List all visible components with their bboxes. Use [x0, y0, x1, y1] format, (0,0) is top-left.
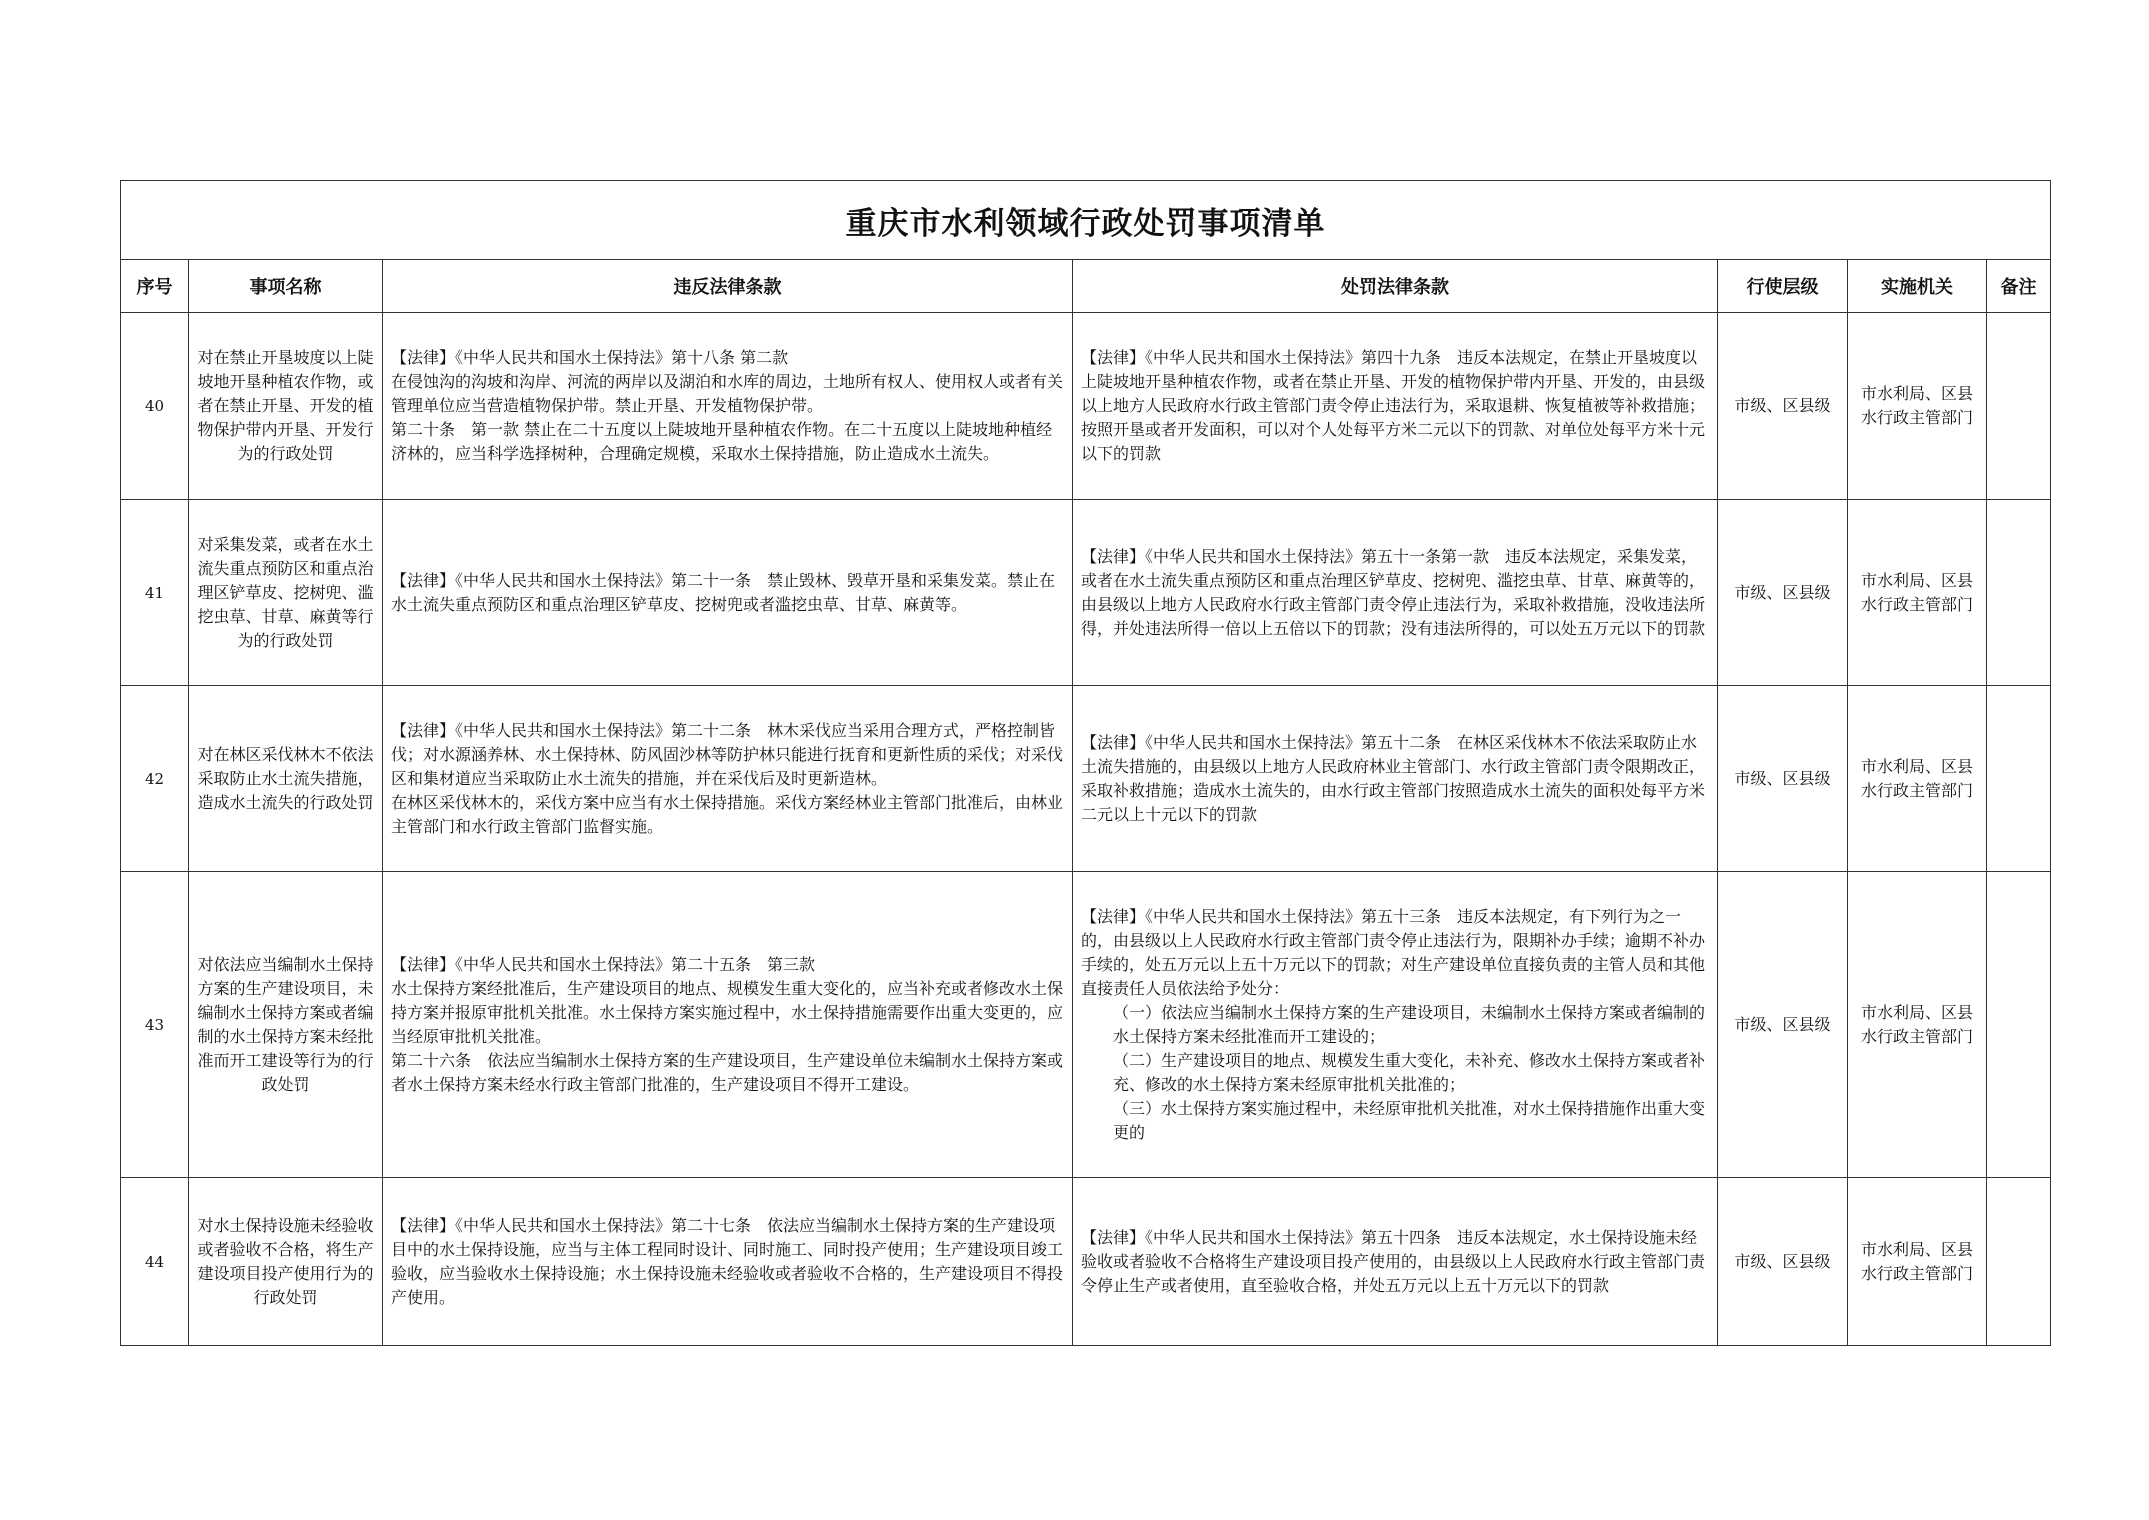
row-penalty [1073, 1178, 1718, 1346]
header-remark: 备注 [1987, 260, 2051, 313]
table-row [121, 313, 2051, 500]
row-penalty-paragraph: （一）依法应当编制水土保持方案的生产建设项目，未编制水土保持方案或者编制的水土保持方案未经批准而开工建设的； [1113, 1002, 1706, 1046]
row-penalty [1073, 686, 1718, 872]
penalty-table [120, 180, 2051, 1346]
row-penalty-paragraph: 【法律】《中华人民共和国水土保持法》第五十一条第一款 违反本法规定，采集发菜，或者在水土流失重点预防区和重点治理区铲草皮、挖树兜、滥挖虫草、甘草、麻黄等的，由县级以上地方人民政府水行政主管部门责令停止违法行为，采取补救措施，没收违法所得，并处违法所得一倍以上五倍以下的罚款；没有违法所得的，可以处五万元以下的罚款 [1081, 546, 1706, 638]
row-violated [383, 313, 1073, 500]
row-penalty [1073, 500, 1718, 686]
row-agency: 市水利局、区县水行政主管部门 [1848, 313, 1987, 500]
row-violated-paragraph: 在林区采伐林木的，采伐方案中应当有水土保持措施。采伐方案经林业主管部门批准后，由林业主管部门和水行政主管部门监督实施。 [391, 792, 1064, 836]
row-level: 市级、区县级 [1718, 313, 1848, 500]
row-level: 市级、区县级 [1718, 1178, 1848, 1346]
row-seq: 44 [121, 1178, 189, 1346]
table-row [121, 872, 2051, 1178]
row-name: 对水土保持设施未经验收或者验收不合格，将生产建设项目投产使用行为的行政处罚 [189, 1178, 383, 1346]
row-remark [1987, 500, 2051, 686]
row-seq: 41 [121, 500, 189, 686]
document-sheet [120, 180, 2050, 1346]
row-name: 对在禁止开垦坡度以上陡坡地开垦种植农作物，或者在禁止开垦、开发的植物保护带内开垦、开发行为的行政处罚 [189, 313, 383, 500]
row-agency: 市水利局、区县水行政主管部门 [1848, 872, 1987, 1178]
row-violated-paragraph: 在侵蚀沟的沟坡和沟岸、河流的两岸以及湖泊和水库的周边，土地所有权人、使用权人或者有关管理单位应当营造植物保护带。禁止开垦、开发植物保护带。 [391, 372, 1064, 415]
row-remark [1987, 686, 2051, 872]
row-remark [1987, 1178, 2051, 1346]
row-remark [1987, 313, 2051, 500]
table-body [121, 313, 2051, 1346]
header-row [121, 260, 2051, 313]
row-agency: 市水利局、区县水行政主管部门 [1848, 686, 1987, 872]
header-penalty: 处罚法律条款 [1073, 260, 1718, 313]
row-agency: 市水利局、区县水行政主管部门 [1848, 1178, 1987, 1346]
row-level: 市级、区县级 [1718, 500, 1848, 686]
row-seq: 40 [121, 313, 189, 500]
row-level: 市级、区县级 [1718, 872, 1848, 1178]
row-penalty-paragraph: 【法律】《中华人民共和国水土保持法》第五十二条 在林区采伐林木不依法采取防止水土流失措施的，由县级以上地方人民政府林业主管部门、水行政主管部门责令限期改正，采取补救措施；造成水土流失的，由水行政主管部门按照造成水土流失的面积处每平方米二元以上十元以下的罚款 [1081, 732, 1706, 824]
row-seq: 42 [121, 686, 189, 872]
header-agency: 实施机关 [1848, 260, 1987, 313]
row-penalty-paragraph: 【法律】《中华人民共和国水土保持法》第五十四条 违反本法规定，水土保持设施未经验收或者验收不合格将生产建设项目投产使用的，由县级以上人民政府水行政主管部门责令停止生产或者使用，直至验收合格，并处五万元以上五十万元以下的罚款 [1081, 1227, 1706, 1295]
row-agency: 市水利局、区县水行政主管部门 [1848, 500, 1987, 686]
row-penalty-paragraph: 【法律】《中华人民共和国水土保持法》第五十三条 违反本法规定，有下列行为之一的，由县级以上人民政府水行政主管部门责令停止违法行为，限期补办手续；逾期不补办手续的，处五万元以上五十万元以下的罚款；对生产建设单位直接负责的主管人员和其他直接责任人员依法给予处分： [1081, 906, 1706, 998]
row-violated-paragraph: 【法律】《中华人民共和国水土保持法》第二十二条 林木采伐应当采用合理方式，严格控制皆伐；对水源涵养林、水土保持林、防风固沙林等防护林只能进行抚育和更新性质的采伐；对采伐区和集材道应当采取防止水土流失的措施，并在采伐后及时更新造林。 [391, 720, 1064, 788]
row-violated [383, 686, 1073, 872]
table-row [121, 686, 2051, 872]
row-violated-paragraph: 【法律】《中华人民共和国水土保持法》第二十五条 第三款 [391, 954, 816, 974]
header-level: 行使层级 [1718, 260, 1848, 313]
row-remark [1987, 872, 2051, 1178]
row-level: 市级、区县级 [1718, 686, 1848, 872]
row-penalty-paragraph: （二）生产建设项目的地点、规模发生重大变化，未补充、修改水土保持方案或者补充、修改的水土保持方案未经原审批机关批准的； [1113, 1050, 1706, 1094]
title-row [121, 181, 2051, 260]
table-title: 重庆市水利领域行政处罚事项清单 [121, 181, 2051, 260]
row-violated [383, 500, 1073, 686]
row-violated-paragraph: 第二十条 第一款 禁止在二十五度以上陡坡地开垦种植农作物。在二十五度以上陡坡地种植经济林的，应当科学选择树种，合理确定规模，采取水土保持措施，防止造成水土流失。 [391, 420, 1053, 463]
row-violated-paragraph: 【法律】《中华人民共和国水土保持法》第二十一条 禁止毁林、毁草开垦和采集发菜。禁止在水土流失重点预防区和重点治理区铲草皮、挖树兜或者滥挖虫草、甘草、麻黄等。 [391, 570, 1056, 614]
row-penalty-paragraph: （三）水土保持方案实施过程中，未经原审批机关批准，对水土保持措施作出重大变更的 [1113, 1098, 1706, 1142]
table-row [121, 500, 2051, 686]
header-name: 事项名称 [189, 260, 383, 313]
row-penalty-paragraph: 【法律】《中华人民共和国水土保持法》第四十九条 违反本法规定，在禁止开垦坡度以上陡坡地开垦种植农作物，或者在禁止开垦、开发的植物保护带内开垦、开发的，由县级以上地方人民政府水行政主管部门责令停止违法行为，采取退耕、恢复植被等补救措施；按照开垦或者开发面积，可以对个人处每平方米二元以下的罚款、对单位处每平方米十元以下的罚款 [1081, 348, 1706, 463]
row-violated-paragraph: 【法律】《中华人民共和国水土保持法》第二十七条 依法应当编制水土保持方案的生产建设项目中的水土保持设施，应当与主体工程同时设计、同时施工、同时投产使用；生产建设项目竣工验收，应当验收水土保持设施；水土保持设施未经验收或者验收不合格的，生产建设项目不得投产使用。 [391, 1215, 1064, 1307]
row-seq: 43 [121, 872, 189, 1178]
row-name: 对采集发菜，或者在水土流失重点预防区和重点治理区铲草皮、挖树兜、滥挖虫草、甘草、麻黄等行为的行政处罚 [189, 500, 383, 686]
header-violated: 违反法律条款 [383, 260, 1073, 313]
row-name: 对在林区采伐林木不依法采取防止水土流失措施，造成水土流失的行政处罚 [189, 686, 383, 872]
row-name: 对依法应当编制水土保持方案的生产建设项目，未编制水土保持方案或者编制的水土保持方案未经批准而开工建设等行为的行政处罚 [189, 872, 383, 1178]
row-violated-paragraph: 第二十六条 依法应当编制水土保持方案的生产建设项目，生产建设单位未编制水土保持方案或者水土保持方案未经水行政主管部门批准的，生产建设项目不得开工建设。 [391, 1050, 1064, 1094]
row-violated [383, 1178, 1073, 1346]
table-row [121, 1178, 2051, 1346]
row-penalty [1073, 872, 1718, 1178]
row-penalty [1073, 313, 1718, 500]
header-seq: 序号 [121, 260, 189, 313]
row-violated [383, 872, 1073, 1178]
row-violated-paragraph: 【法律】《中华人民共和国水土保持法》第十八条 第二款 [391, 348, 789, 367]
row-violated-paragraph: 水土保持方案经批准后，生产建设项目的地点、规模发生重大变化的，应当补充或者修改水土保持方案并报原审批机关批准。水土保持方案实施过程中，水土保持措施需要作出重大变更的，应当经原审批机关批准。 [391, 978, 1064, 1046]
